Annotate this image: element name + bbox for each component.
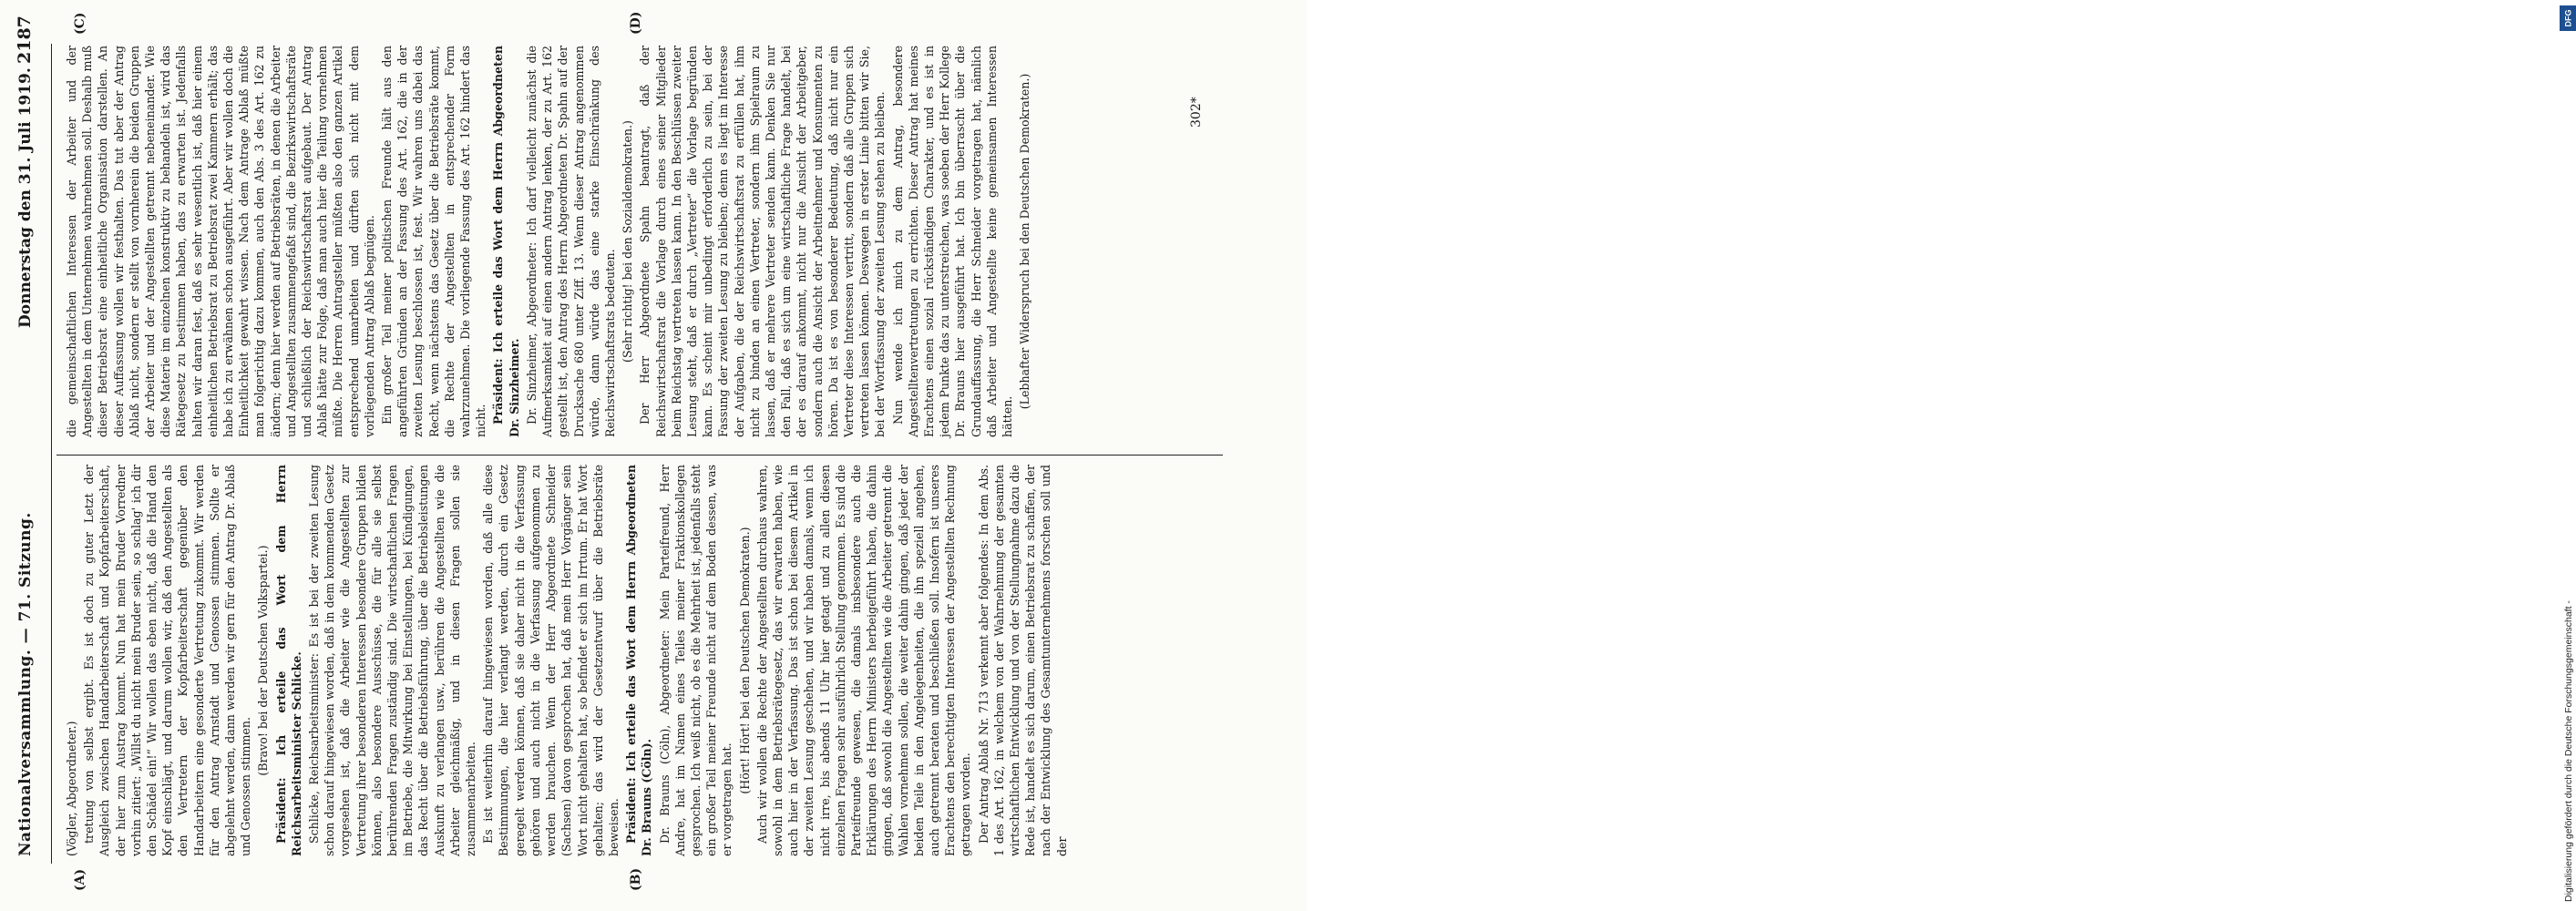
- page-header: [0, 0, 55, 911]
- paragraph: Nun wende ich mich zu dem Antrag, besondere Angestelltenvertretungen zu errichten. Dieser Antrag hat meines Erachtens einen sozial rückständigen Charakter, und es ist in jedem Punkte das zu unterstreichen, was soeben der Herr Kollege Dr. Brauns hier ausgeführt hat. Ich bin überrascht über die Grundauffassung, die Herr Schneider vorgetragen hat, nämlich daß Arbeiter und Angestellte keine gemeinsamen Interessen hätten.: [890, 46, 1014, 437]
- digitization-note: Digitalisierung gefördert durch die Deutsche Forschungsgemeinschaft -: [2563, 600, 2574, 902]
- footer-signature-number: 302*: [1189, 97, 1204, 128]
- column-divider: [56, 455, 1223, 456]
- paragraph: Schlicke, Reichsarbeitsminister: Es ist bei der zweiten Lesung schon darauf hingewiesen worden, daß in dem kommenden Gesetz vorgesehen ist, daß die Arbeiter wie die Angestellten zur Vertretung ihrer besonderen Interessen besondere Gruppen bilden können, also besondere Ausschüsse, die für alle sie selbst berührenden Fragen zuständig sind. Die wirtschaftlichen Fragen im Betriebe, die Mitwirkung bei Einstellungen, bei Kündigungen, das Recht über die Betriebsführung, über die Betriebsleistungen Auskunft zu verlangen usw., berühren die Angestellten wie die Arbeiter gleichmäßig, und in diesen Fragen sollen sie zusammenarbeiten.: [307, 465, 478, 856]
- interjection: (Lebhafter Widerspruch bei den Deutschen Demokraten.): [1018, 73, 1032, 410]
- page-number: 2187: [15, 15, 35, 64]
- digitization-strip: [1271, 0, 2574, 911]
- right-column: [64, 46, 1034, 437]
- interjection: (Bravo! bei der Deutschen Volkspartei.): [256, 545, 271, 776]
- margin-mark-a: (A): [73, 868, 87, 891]
- interjection: (Sehr richtig! bei den Sozialdemokraten.): [621, 120, 635, 363]
- paragraph: Dr. Brauns (Cöln), Abgeordneter: Mein Parteifreund, Herr Andre, hat im Namen eines Teiles meiner Fraktionskollegen gesprochen. Ich weiß nicht, ob es die Mehrheit ist, jedenfalls steht ein großer Teil meiner Freunde nicht auf dem Boden dessen, was er vorgetragen hat.: [657, 465, 734, 856]
- header-left: Nationalversammlung. — 71. Sitzung.: [16, 512, 35, 856]
- dfg-logo-icon: DFG: [2560, 5, 2576, 31]
- header-rule: [51, 44, 52, 864]
- header-right: Donnerstag den 31. Juli 1919.: [16, 67, 35, 328]
- paragraph-president: Präsident: Ich erteile das Wort dem Herrn Reichsarbeitsminister Schlicke.: [273, 465, 303, 856]
- paragraph: Der Antrag Ablaß Nr. 713 verkennt aber folgendes: In dem Abs. 1 des Art. 162, in welchem von der Wahrnehmung der gesamten wirtschaftlichen Entwicklung und von der Stellungnahme dazu die Rede ist, handelt es sich darum, einen Betriebsrat zu schaffen, der nach der Entwicklung des Gesamtunternehmens forschen soll und der: [976, 465, 1069, 856]
- paragraph-president: Präsident: Ich erteile das Wort dem Herrn Abgeordneten Dr. Brauns (Cöln).: [624, 465, 654, 856]
- speaker-note: (Vögler, Abgeordneter.): [65, 721, 78, 856]
- paragraph: Ein großer Teil meiner politischen Freunde hält aus den angeführten Gründen an der Fassung des Art. 162, die in der zweiten Lesung beschlossen ist, fest. Wir wahren uns dabei das Recht, wenn nächstens das Gesetz über die Betriebsräte kommt, die Rechte der Angestellten in entsprechender Form wahrzunehmen. Die vorliegende Fassung des Art. 162 hindert das nicht.: [380, 46, 488, 437]
- paragraph: Auch wir wollen die Rechte der Angestellten durchaus wahren, sowohl in dem Betriebsrätegesetz, das wir erwarten haben, wie auch hier in der Verfassung. Das ist schon bei diesem Artikel in der zweiten Lesung geschehen, und wir haben damals, wenn ich nicht irre, bis abends 11 Uhr hier getagt und zu allen diesen einzelnen Fragen sehr ausführlich Stellung genommen. Es sind die Parteifreunde gewesen, die damals insbesondere auch die Erklärungen des Herrn Ministers herbeigeführt haben, die dahin gingen, daß sowohl die Angestellten wie die Arbeiter getrennt die Wahlen vornehmen sollen, die weiter dahin gingen, daß jeder der beiden Teile in den Angelegenheiten, die ihn speziell angehen, auch getrennt beraten und beschließen soll. Insofern ist unseres Erachtens den berechtigten Interessen der Angestellten Rechnung getragen worden.: [754, 465, 973, 856]
- paragraph: Der Herr Abgeordnete Spahn beantragt, daß der Reichswirtschaftsrat die Vorlage durch eines seiner Mitglieder beim Reichstag vertreten lassen kann. In den Beschlüssen zweiter Lesung steht, daß er durch „Vertreter“ die Vorlage begründen kann. Es scheint mir unbedingt erforderlich zu sein, bei der Fassung der zweiten Lesung zu bleiben; denn es liegt im Interesse der Aufgaben, die der Reichswirtschaftsrat zu erfüllen hat, ihm nicht zu binden an einen Vertreter, sondern ihm Spielraum zu lassen, daß er mehrere Vertreter senden kann. Denken Sie nur den Fall, daß es sich um eine wirtschaftliche Frage handelt, bei der es darauf ankommt, nicht nur die Ansicht der Arbeitgeber, sondern auch die Ansicht der Arbeitnehmer und Konsumenten zu hören. Da ist es von besonderer Bedeutung, daß nicht nur ein Vertreter diese Interessen vertritt, sondern daß alle Gruppen sich vertreten lassen können. Deswegen in erster Linie bitten wir Sie, bei der Wortfassung der zweiten Lesung stehen zu bleiben.: [638, 46, 888, 437]
- left-column: [64, 465, 1072, 856]
- margin-mark-c: (C): [73, 12, 87, 35]
- margin-mark-d: (D): [629, 11, 643, 35]
- interjection: (Hört! Hört! bei den Deutschen Demokraten.): [737, 527, 752, 794]
- paragraph: Dr. Sinzheimer, Abgeordneter: Ich darf vielleicht zunächst die Aufmerksamkeit auf einen andern Antrag lenken, der zu Art. 162 gestellt ist, den Antrag des Herrn Abgeordneten Dr. Spahn auf der Drucksache 680 unter Ziff. 13. Wenn dieser Antrag angenommen würde, dann würde das eine starke Einschränkung des Reichswirtschaftsrats bedeuten.: [524, 46, 617, 437]
- paragraph: die gemeinschaftlichen Interessen der Arbeiter und der Angestellten in dem Unternehmen wahrnehmen soll. Deshalb muß dieser Betriebsrat eine einheitliche Organisation darstellen. An dieser Auffassung wollen wir festhalten. Das tut aber der Antrag Ablaß nicht, sondern er stellt von vornherein die beiden Gruppen der Arbeiter und der Angestellten getrennt nebeneinander. Wie diese Materie im einzelnen konstruktiv zu behandeln ist, wird das Rätegesetz zu bestimmen haben, das zu erwarten ist. Jedenfalls halten wir daran fest, daß es sehr wesentlich ist, daß hier einem einheitlichen Betriebsrat zu Betriebsrat zwei Kammern erhält; das habe ich zu erwähnen schon ausgeführt. Aber wir wollen doch die Einheitlichkeit gewahrt wissen. Nach dem Antrage Ablaß müßte man folgerichtig dazu kommen, auch den Abs. 3 des Art. 162 zu ändern; denn hier werden auf Betriebsräten, in denen die Arbeiter und Angestellten zusammengefaßt sind, die Bezirkswirtschaftsräte und schließlich der Reichswirtschaftsrat aufgebaut. Der Antrag Ablaß hätte zur Folge, daß man auch hier die Teilung vornehmen müßte. Die Herren Antragsteller müßten also den ganzen Artikel entsprechend umarbeiten und dürften sich nicht mit dem vorliegenden Antrag Ablaß begnügen.: [65, 46, 376, 437]
- paragraph: tretung von selbst ergibt. Es ist doch zu guter Letzt der Ausgleich zwischen Handarbeiterschaft und Kopfarbeiterschaft, der hier zum Austrag kommt. Nun hat mein Bruder Vorredner vorhin zitiert: „Willst du nicht mein Bruder sein, so schlag' ich dir den Schädel ein!“ Wir wollen das eben nicht, daß die Hand den Kopf einschlägt, und darum wollen wir, daß den Angestellten als den Vertretern der Kopfarbeiterschaft gegenüber den Handarbeitern eine gesonderte Vertretung zukommt. Wir werden für den Antrag Arnstadt und Genossen stimmen. Sollte er abgelehnt werden, dann werden wir gern für den Antrag Dr. Ablaß und Genossen stimmen.: [82, 465, 253, 856]
- margin-mark-b: (B): [629, 867, 643, 891]
- paragraph: Es ist weiterhin darauf hingewiesen worden, daß alle diese Bestimmungen, die hier verlangt werden, durch ein Gesetz geregelt werden können, daß sie daher nicht in die Verfassung gehören und auch nicht in die Verfassung aufgenommen zu werden brauchen. Wenn der Herr Abgeordnete Schneider (Sachsen) davon gesprochen hat, daß mein Herr Vorgänger sein Wort nicht gehalten hat, so befindet er sich im Irrtum. Er hat Wort gehalten; das wird der Gesetzentwurf über die Betriebsräte beweisen.: [481, 465, 621, 856]
- rotated-page-content: [0, 0, 1276, 911]
- paragraph-president: Präsident: Ich erteile das Wort dem Herrn Abgeordneten Dr. Sinzheimer.: [491, 46, 521, 437]
